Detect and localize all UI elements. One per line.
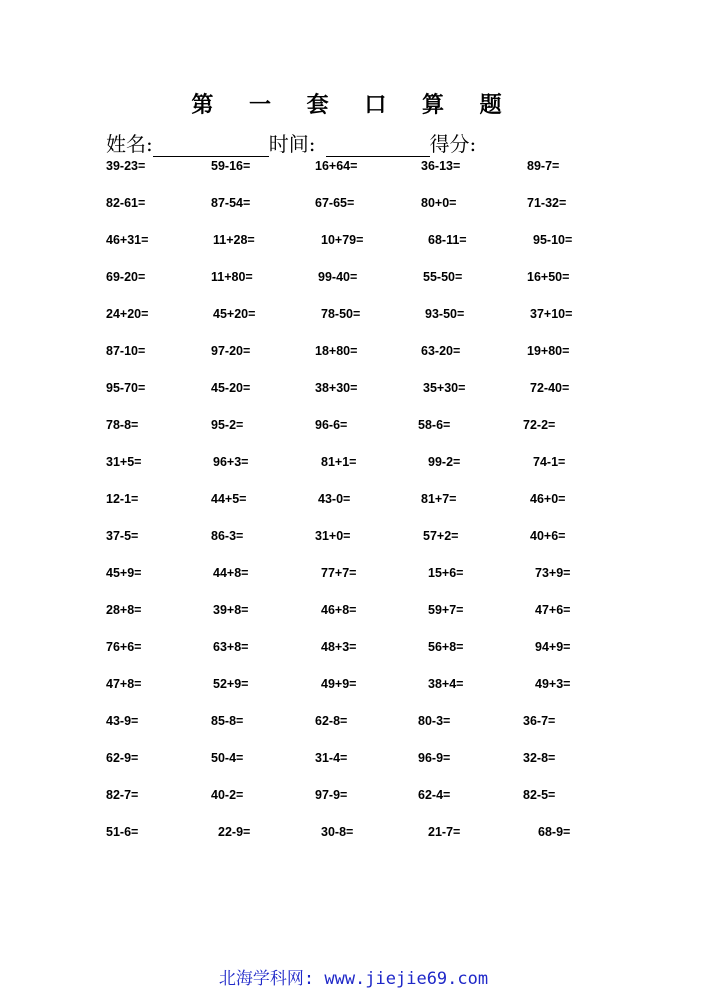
problem-cell: 24+20= <box>106 307 149 321</box>
problem-cell: 18+80= <box>315 344 358 358</box>
problem-cell: 56+8= <box>428 640 464 654</box>
problem-cell: 48+3= <box>321 640 357 654</box>
problem-cell: 35+30= <box>423 381 466 395</box>
problem-cell: 43-0= <box>318 492 351 506</box>
problem-cell: 87-54= <box>211 196 251 210</box>
problem-cell: 85-8= <box>211 714 244 728</box>
problem-cell: 31-4= <box>315 751 348 765</box>
problem-cell: 40+6= <box>530 529 566 543</box>
problem-row <box>0 788 707 810</box>
problem-cell: 87-10= <box>106 344 146 358</box>
problem-cell: 49+9= <box>321 677 357 691</box>
problem-cell: 59-16= <box>211 159 251 173</box>
problem-cell: 73+9= <box>535 566 571 580</box>
time-label: 时间: <box>268 132 316 156</box>
problem-cell: 38+4= <box>428 677 464 691</box>
problem-cell: 62-8= <box>315 714 348 728</box>
problem-cell: 71-32= <box>527 196 567 210</box>
problem-cell: 78-8= <box>106 418 139 432</box>
problem-cell: 86-3= <box>211 529 244 543</box>
problem-cell: 74-1= <box>533 455 566 469</box>
problem-cell: 49+3= <box>535 677 571 691</box>
problem-cell: 44+8= <box>213 566 249 580</box>
student-info-line <box>106 128 476 156</box>
problem-cell: 44+5= <box>211 492 247 506</box>
name-label: 姓名: <box>106 132 153 156</box>
problem-cell: 89-7= <box>527 159 560 173</box>
problem-cell: 63+8= <box>213 640 249 654</box>
problem-cell: 52+9= <box>213 677 249 691</box>
problem-row <box>0 751 707 773</box>
problem-cell: 95-2= <box>211 418 244 432</box>
footer-watermark: 北海学科网: www.jiejie69.com <box>218 969 489 989</box>
problem-cell: 72-2= <box>523 418 556 432</box>
problem-cell: 80+0= <box>421 196 457 210</box>
problem-cell: 36-13= <box>421 159 461 173</box>
problem-cell: 36-7= <box>523 714 556 728</box>
problem-row <box>0 418 707 440</box>
problem-cell: 28+8= <box>106 603 142 617</box>
problem-cell: 62-4= <box>418 788 451 802</box>
problem-cell: 99-40= <box>318 270 358 284</box>
problem-cell: 16+50= <box>527 270 570 284</box>
problem-cell: 80-3= <box>418 714 451 728</box>
score-label: 得分: <box>429 132 477 156</box>
problem-cell: 68-9= <box>538 825 571 839</box>
problem-row <box>0 159 707 181</box>
problem-cell: 69-20= <box>106 270 146 284</box>
problem-cell: 45+20= <box>213 307 256 321</box>
problem-cell: 81+1= <box>321 455 357 469</box>
problem-cell: 82-7= <box>106 788 139 802</box>
problem-cell: 51-6= <box>106 825 139 839</box>
problem-cell: 63-20= <box>421 344 461 358</box>
problem-cell: 96+3= <box>213 455 249 469</box>
problem-cell: 38+30= <box>315 381 358 395</box>
page-title: 第 一 套 口 算 题 <box>191 92 516 118</box>
problem-cell: 37-5= <box>106 529 139 543</box>
problem-row <box>0 566 707 588</box>
problem-row <box>0 196 707 218</box>
time-blank[interactable] <box>326 136 430 157</box>
problem-cell: 37+10= <box>530 307 573 321</box>
problem-row <box>0 492 707 514</box>
problem-cell: 62-9= <box>106 751 139 765</box>
problem-cell: 21-7= <box>428 825 461 839</box>
problem-cell: 45-20= <box>211 381 251 395</box>
problem-cell: 58-6= <box>418 418 451 432</box>
problem-cell: 57+2= <box>423 529 459 543</box>
problem-cell: 77+7= <box>321 566 357 580</box>
problem-cell: 47+6= <box>535 603 571 617</box>
problem-row <box>0 529 707 551</box>
problem-cell: 93-50= <box>425 307 465 321</box>
problem-cell: 46+8= <box>321 603 357 617</box>
problem-cell: 82-61= <box>106 196 146 210</box>
problem-cell: 97-9= <box>315 788 348 802</box>
problem-cell: 96-6= <box>315 418 348 432</box>
problem-cell: 32-8= <box>523 751 556 765</box>
problem-cell: 11+80= <box>211 270 253 284</box>
problem-cell: 16+64= <box>315 159 358 173</box>
problem-cell: 81+7= <box>421 492 457 506</box>
problem-cell: 55-50= <box>423 270 463 284</box>
name-blank[interactable] <box>153 136 269 157</box>
problem-cell: 47+8= <box>106 677 142 691</box>
problem-cell: 67-65= <box>315 196 355 210</box>
problem-cell: 82-5= <box>523 788 556 802</box>
problem-row <box>0 307 707 329</box>
problem-row <box>0 640 707 662</box>
problem-cell: 50-4= <box>211 751 244 765</box>
problem-cell: 31+5= <box>106 455 142 469</box>
problem-cell: 46+0= <box>530 492 566 506</box>
problem-cell: 45+9= <box>106 566 142 580</box>
problem-cell: 96-9= <box>418 751 451 765</box>
problem-cell: 46+31= <box>106 233 149 247</box>
problem-cell: 10+79= <box>321 233 364 247</box>
problem-cell: 68-11= <box>428 233 467 247</box>
problem-row <box>0 381 707 403</box>
problem-cell: 43-9= <box>106 714 139 728</box>
problem-cell: 31+0= <box>315 529 351 543</box>
problem-cell: 39+8= <box>213 603 249 617</box>
problem-cell: 99-2= <box>428 455 461 469</box>
problem-row <box>0 270 707 292</box>
problem-row <box>0 455 707 477</box>
problem-row <box>0 825 707 847</box>
problem-cell: 97-20= <box>211 344 251 358</box>
problem-cell: 59+7= <box>428 603 464 617</box>
problem-cell: 95-70= <box>106 381 146 395</box>
problem-row <box>0 714 707 736</box>
problem-cell: 40-2= <box>211 788 244 802</box>
problem-row <box>0 603 707 625</box>
problem-cell: 22-9= <box>218 825 251 839</box>
problem-cell: 11+28= <box>213 233 255 247</box>
problem-cell: 94+9= <box>535 640 571 654</box>
problem-cell: 12-1= <box>106 492 139 506</box>
problem-cell: 78-50= <box>321 307 361 321</box>
problem-row <box>0 344 707 366</box>
problem-row <box>0 677 707 699</box>
problem-cell: 39-23= <box>106 159 146 173</box>
problem-cell: 30-8= <box>321 825 354 839</box>
problem-cell: 19+80= <box>527 344 570 358</box>
problem-row <box>0 233 707 255</box>
problem-cell: 95-10= <box>533 233 573 247</box>
problem-cell: 76+6= <box>106 640 142 654</box>
problem-cell: 72-40= <box>530 381 570 395</box>
problem-cell: 15+6= <box>428 566 464 580</box>
